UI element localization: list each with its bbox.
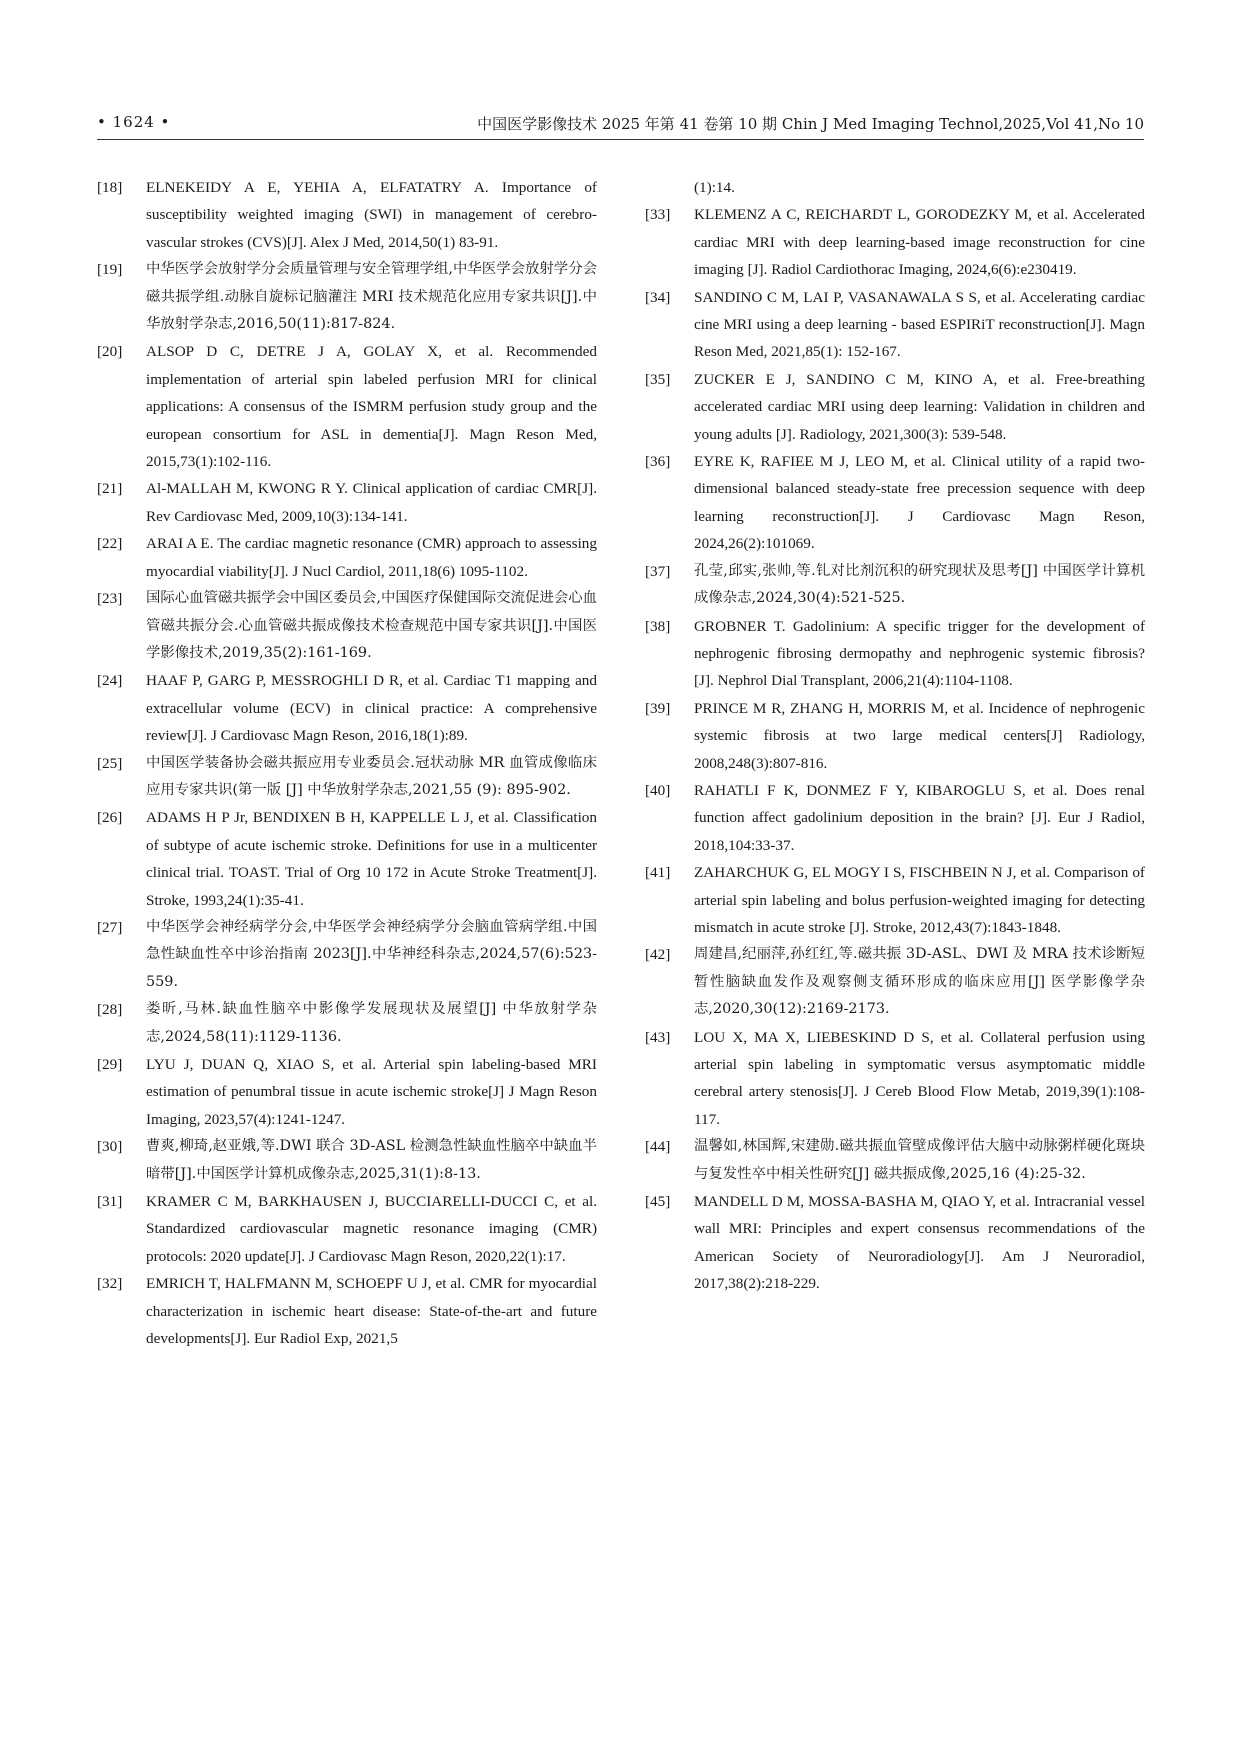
reference-item [97, 174, 597, 256]
reference-item [97, 804, 597, 914]
reference-number: [24] [97, 672, 123, 690]
reference-item [645, 859, 1145, 941]
reference-text: HAAF P, GARG P, MESSROGHLI D R, et al. Cardiac T1 mapping and extracellular volume (ECV) in clinical practice: A comprehensive review[J]. J Cardiovasc Magn Reson, 2016,18(1):89. [146, 672, 597, 745]
reference-text: ZUCKER E J, SANDINO C M, KINO A, et al. Free-breathing accelerated cardiac MRI using deep learning: Validation in children and young adults [J]. Radiology, 2021,300(3): 539-548. [694, 370, 1145, 443]
reference-text: ARAI A E. The cardiac magnetic resonance (CMR) approach to assessing myocardial viability[J]. J Nucl Cardiol, 2011,18(6) 1095-1102. [146, 535, 597, 580]
reference-item [97, 750, 597, 805]
reference-text: 曹爽,柳琦,赵亚娥,等.DWI 联合 3D-ASL 检测急性缺血性脑卒中缺血半暗带[J].中国医学计算机成像杂志,2025,31(1):8-13. [146, 1138, 597, 1182]
reference-text: LOU X, MA X, LIEBESKIND D S, et al. Collateral perfusion using arterial spin labeling in symptomatic versus asymptomatic middle cerebral artery stenosis[J]. J Cereb Blood Flow Metab, 2019,39(1):108-117. [694, 1028, 1145, 1128]
reference-item [97, 996, 597, 1051]
reference-text: 中华医学会神经病学分会,中华医学会神经病学分会脑血管病学组.中国急性缺血性卒中诊治指南 2023[J].中华神经科杂志,2024,57(6):523-559. [146, 918, 597, 990]
reference-item [645, 777, 1145, 859]
reference-text: SANDINO C M, LAI P, VASANAWALA S S, et al. Accelerating cardiac cine MRI using a deep learning - based ESPIRiT reconstruction[J]. Magn Reson Med, 2021,85(1): 152-167. [694, 288, 1145, 361]
reference-text: 孔莹,邱实,张帅,等.钆对比剂沉积的研究现状及思考[J] 中国医学计算机成像杂志,2024,30(4):521-525. [694, 562, 1145, 607]
reference-item [97, 475, 597, 530]
references-left-column [97, 174, 597, 1352]
reference-item [97, 914, 597, 996]
reference-item [645, 448, 1145, 558]
reference-text: 温馨如,林国辉,宋建勋.磁共振血管壁成像评估大脑中动脉粥样硬化斑块与复发性卒中相关性研究[J] 磁共振成像,2025,16 (4):25-32. [694, 1138, 1145, 1182]
reference-item [645, 1188, 1145, 1298]
reference-item [97, 1270, 597, 1352]
reference-number: [28] [97, 1001, 123, 1019]
references-right-column [645, 174, 1145, 1298]
reference-text: ALSOP D C, DETRE J A, GOLAY X, et al. Recommended implementation of arterial spin labeled perfusion MRI for clinical applications: A consensus of the ISMRM perfusion study group and the european consortium for ASL in dementia[J]. Magn Reson Med, 2015,73(1):102-116. [146, 343, 597, 471]
reference-text: PRINCE M R, ZHANG H, MORRIS M, et al. Incidence of nephrogenic systemic fibrosis at two large medical centers[J] Radiology, 2008,248(3):807-816. [694, 699, 1145, 772]
reference-number: [33] [645, 206, 671, 224]
reference-number: [39] [645, 699, 671, 717]
reference-text: EMRICH T, HALFMANN M, SCHOEPF U J, et al. CMR for myocardial characterization in ischemic heart disease: State-of-the-art and future developments[J]. Eur Radiol Exp, 2021,5 [146, 1275, 597, 1348]
reference-item [645, 174, 1145, 201]
reference-item [645, 201, 1145, 283]
reference-text: 周建昌,纪丽萍,孙红红,等.磁共振 3D-ASL、DWI 及 MRA 技术诊断短暂性脑缺血发作及观察侧支循环形成的临床应用[J] 医学影像学杂志,2020,30(12):2169-2173. [694, 946, 1145, 1018]
reference-item [97, 530, 597, 585]
reference-number: [34] [645, 288, 671, 306]
reference-text: EYRE K, RAFIEE M J, LEO M, et al. Clinical utility of a rapid two-dimensional balanced steady-state free precession sequence with deep learning reconstruction[J]. J Cardiovasc Magn Reson, 2024,26(2):101069. [694, 453, 1145, 553]
reference-number: [29] [97, 1056, 123, 1073]
reference-item [645, 1024, 1145, 1134]
reference-number: [41] [645, 864, 671, 882]
page-number: • 1624 • [97, 113, 171, 131]
reference-text: Al-MALLAH M, KWONG R Y. Clinical application of cardiac CMR[J]. Rev Cardiovasc Med, 2009,10(3):134-141. [146, 480, 597, 525]
reference-number: [43] [645, 1028, 671, 1046]
reference-item [645, 1133, 1145, 1188]
journal-info: 中国医学影像技术 2025 年第 41 卷第 10 期 Chin J Med Imaging Technol,2025,Vol 41,No 10 [477, 115, 1144, 133]
reference-item [645, 941, 1145, 1023]
reference-item [97, 585, 597, 667]
reference-text: (1):14. [694, 179, 735, 196]
reference-number: [23] [97, 590, 123, 608]
reference-number: [19] [97, 261, 123, 279]
reference-item [645, 613, 1145, 695]
header-divider [97, 139, 1144, 140]
reference-number: [22] [97, 535, 123, 553]
reference-item [645, 558, 1145, 613]
reference-number: [37] [645, 562, 671, 580]
reference-item [97, 256, 597, 338]
reference-item [645, 284, 1145, 366]
page-header [97, 113, 1144, 135]
reference-number: [45] [645, 1193, 671, 1211]
reference-item [97, 1051, 597, 1133]
reference-text: KLEMENZ A C, REICHARDT L, GORODEZKY M, et al. Accelerated cardiac MRI with deep learning-based image reconstruction for cine imaging [J]. Radiol Cardiothorac Imaging, 2024,6(6):e230419. [694, 206, 1145, 279]
reference-number: [38] [645, 617, 671, 635]
reference-item [97, 1188, 597, 1270]
reference-number: [20] [97, 343, 123, 361]
reference-number: [36] [645, 453, 671, 471]
reference-number: [18] [97, 179, 123, 196]
reference-text: 中华医学会放射学分会质量管理与安全管理学组,中华医学会放射学分会磁共振学组.动脉自旋标记脑灌注 MRI 技术规范化应用专家共识[J].中华放射学杂志,2016,50(11):817-824. [146, 261, 597, 333]
reference-number: [44] [645, 1138, 671, 1156]
reference-text: 国际心血管磁共振学会中国区委员会,中国医疗保健国际交流促进会心血管磁共振分会.心血管磁共振成像技术检查规范中国专家共识[J].中国医学影像技术,2019,35(2):161-169. [146, 590, 597, 661]
reference-number: [32] [97, 1275, 123, 1293]
reference-text: LYU J, DUAN Q, XIAO S, et al. Arterial spin labeling-based MRI estimation of penumbral tissue in acute ischemic stroke[J] J Magn Reson Imaging, 2023,57(4):1241-1247. [146, 1056, 597, 1128]
reference-item [97, 667, 597, 749]
reference-number: [31] [97, 1193, 123, 1211]
reference-item [645, 695, 1145, 777]
reference-text: RAHATLI F K, DONMEZ F Y, KIBAROGLU S, et al. Does renal function affect gadolinium deposition in the brain? [J]. Eur J Radiol, 2018,104:33-37. [694, 781, 1145, 854]
reference-text: KRAMER C M, BARKHAUSEN J, BUCCIARELLI-DUCCI C, et al. Standardized cardiovascular magnetic resonance imaging (CMR) protocols: 2020 update[J]. J Cardiovasc Magn Reson, 2020,22(1):17. [146, 1193, 597, 1265]
reference-text: 娄昕,马林.缺血性脑卒中影像学发展现状及展望[J] 中华放射学杂志,2024,58(11):1129-1136. [146, 1001, 597, 1045]
reference-text: ADAMS H P Jr, BENDIXEN B H, KAPPELLE L J, et al. Classification of subtype of acute ischemic stroke. Definitions for use in a multicenter clinical trial. TOAST. Trial of Org 10 172 in Acute Stroke Treatment[J]. Stroke, 1993,24(1):35-41. [146, 809, 597, 909]
reference-number: [42] [645, 946, 671, 964]
reference-number: [26] [97, 809, 123, 827]
reference-number: [27] [97, 918, 123, 936]
reference-number: [30] [97, 1138, 123, 1156]
reference-text: MANDELL D M, MOSSA-BASHA M, QIAO Y, et al. Intracranial vessel wall MRI: Principles and expert consensus recommendations of the American Society of Neuroradiology[J]. Am J Neuroradiol, 2017,38(2):218-229. [694, 1193, 1145, 1293]
reference-item [97, 1133, 597, 1188]
reference-text: ELNEKEIDY A E, YEHIA A, ELFATATRY A. Importance of susceptibility weighted imaging (SWI) in management of cerebro-vascular strokes (CVS)[J]. Alex J Med, 2014,50(1) 83-91. [146, 179, 597, 251]
reference-number: [25] [97, 754, 123, 772]
reference-text: ZAHARCHUK G, EL MOGY I S, FISCHBEIN N J, et al. Comparison of arterial spin labeling and bolus perfusion-weighted imaging for detecting mismatch in acute stroke [J]. Stroke, 2012,43(7):1843-1848. [694, 864, 1145, 936]
reference-number: [40] [645, 781, 671, 799]
reference-text: 中国医学装备协会磁共振应用专业委员会.冠状动脉 MR 血管成像临床应用专家共识(第一版 [J] 中华放射学杂志,2021,55 (9): 895-902. [146, 754, 597, 798]
reference-number: [21] [97, 480, 123, 498]
reference-number: [35] [645, 370, 671, 388]
reference-text: GROBNER T. Gadolinium: A specific trigger for the development of nephrogenic fibrosing dermopathy and nephrogenic systemic fibrosis? [J]. Nephrol Dial Transplant, 2006,21(4):1104-1108. [694, 617, 1145, 690]
reference-item [97, 338, 597, 475]
reference-item [645, 366, 1145, 448]
